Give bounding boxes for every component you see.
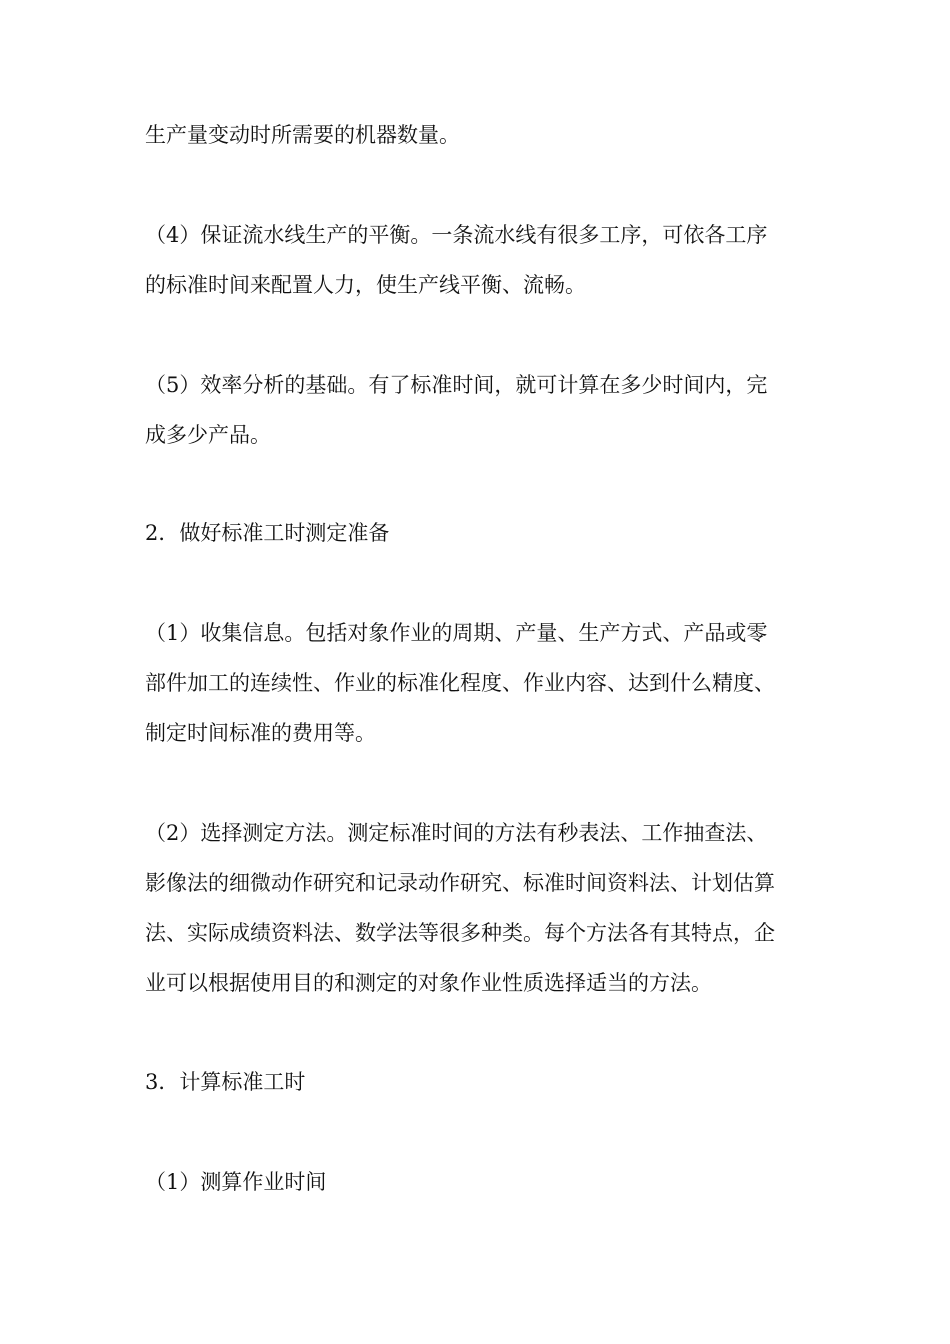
text-line: 3．计算标准工时: [145, 1070, 306, 1094]
heading-calc-standard-hours: [145, 1057, 810, 1107]
text-line: 制定时间标准的费用等。: [145, 721, 376, 745]
text-line: （1）收集信息。包括对象作业的周期、产量、生产方式、产品或零: [145, 621, 768, 645]
text-line: （2）选择测定方法。测定标准时间的方法有秒表法、工作抽查法、: [145, 821, 768, 845]
paragraph-efficiency-analysis: [145, 360, 810, 460]
paragraph-line-balance: [145, 210, 810, 310]
text-line: （1）测算作业时间: [145, 1170, 327, 1194]
paragraph-select-method: [145, 808, 810, 1008]
text-line: 的标准时间来配置人力，使生产线平衡、流畅。: [145, 273, 586, 297]
text-line: 成多少产品。: [145, 423, 271, 447]
paragraph-machine-count: [145, 110, 810, 160]
text-line: 影像法的细微动作研究和记录动作研究、标准时间资料法、计划估算: [145, 871, 775, 895]
text-line: 部件加工的连续性、作业的标准化程度、作业内容、达到什么精度、: [145, 671, 775, 695]
text-line: 2．做好标准工时测定准备: [145, 521, 390, 545]
heading-preparation: [145, 508, 810, 558]
text-line: （5）效率分析的基础。有了标准时间，就可计算在多少时间内，完: [145, 373, 768, 397]
text-line: 业可以根据使用目的和测定的对象作业性质选择适当的方法。: [145, 971, 712, 995]
text-line: （4）保证流水线生产的平衡。一条流水线有很多工序，可依各工序: [145, 223, 768, 247]
text-line: 生产量变动时所需要的机器数量。: [145, 123, 460, 147]
paragraph-measure-time: [145, 1157, 810, 1207]
paragraph-collect-info: [145, 608, 810, 758]
text-line: 法、实际成绩资料法、数学法等很多种类。每个方法各有其特点，企: [145, 921, 775, 945]
